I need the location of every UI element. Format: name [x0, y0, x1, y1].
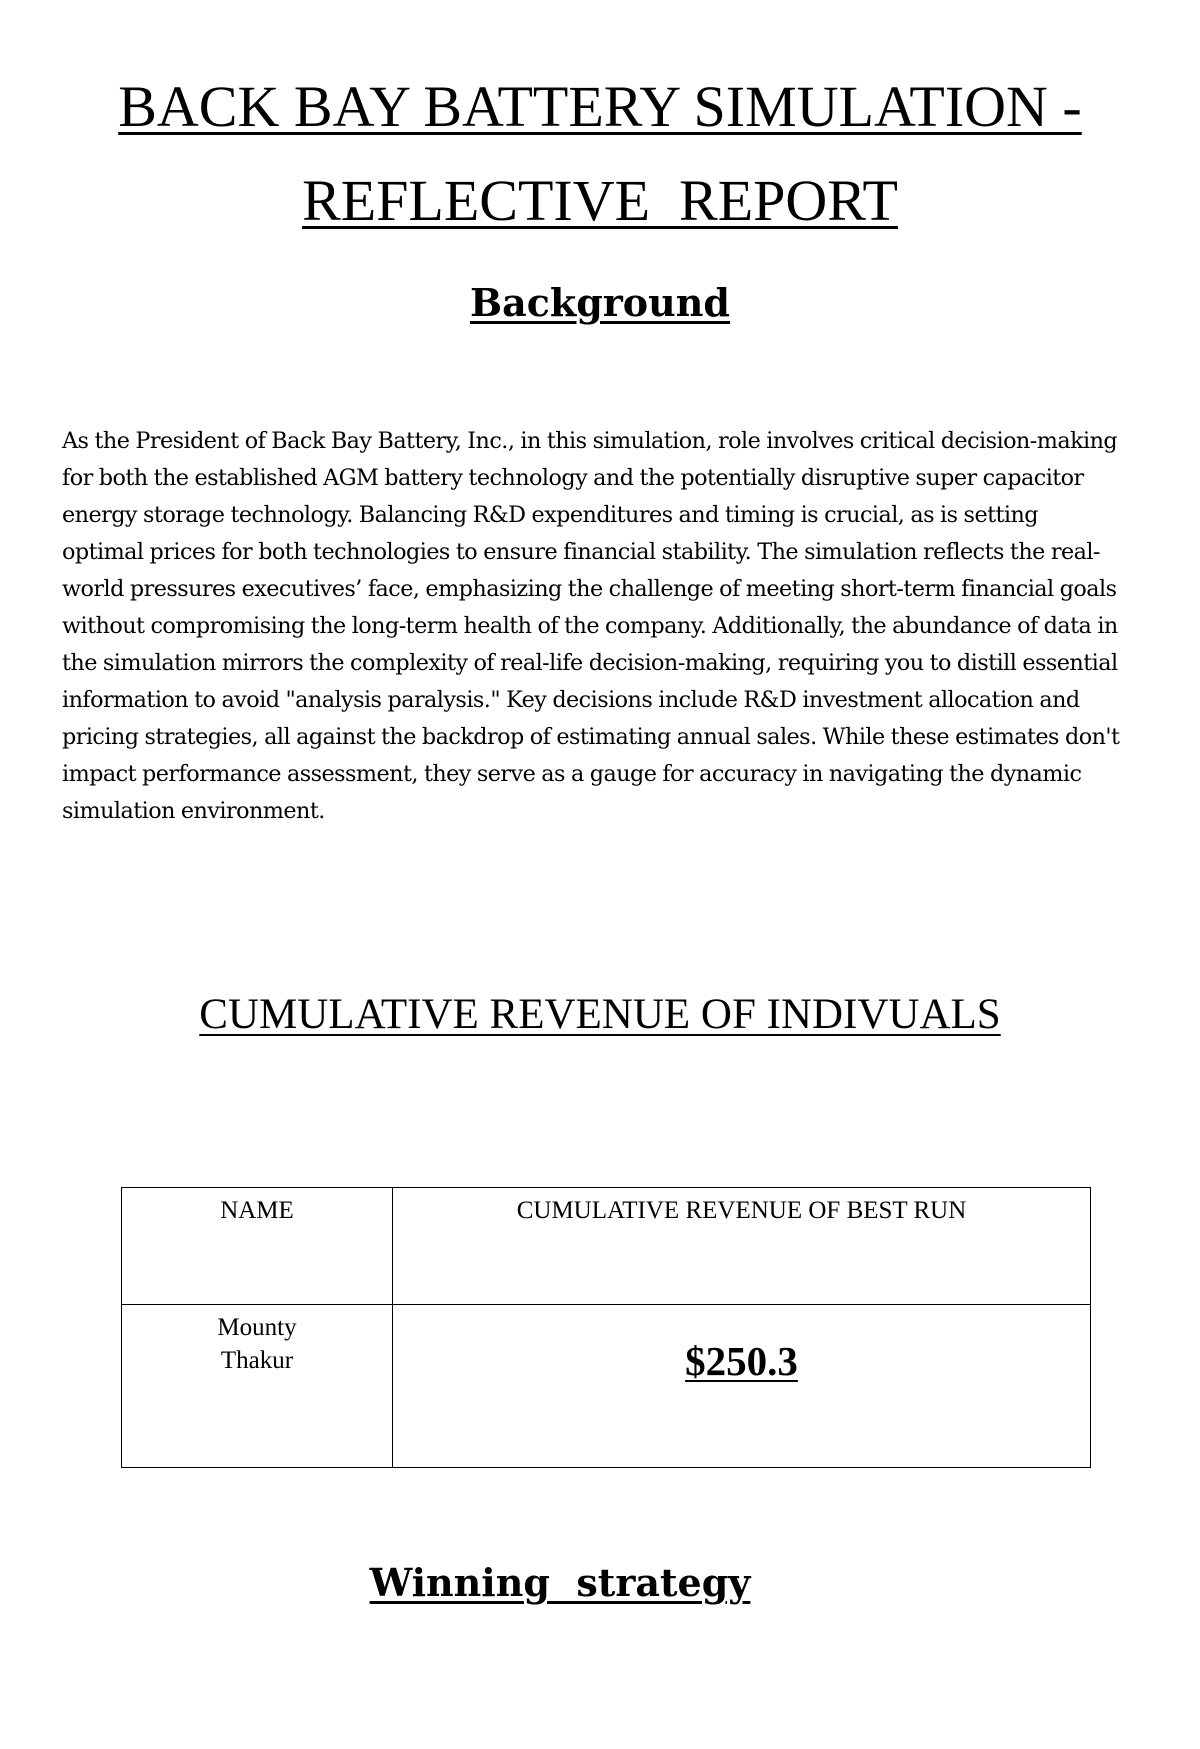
header-revenue-label: CUMULATIVE REVENUE OF BEST RUN — [516, 1197, 967, 1224]
report-title-line-2: REFLECTIVE REPORT — [302, 168, 898, 233]
winning-strategy-heading: Winning strategy — [369, 1560, 751, 1605]
table-header-cell-name — [122, 1188, 393, 1305]
table-cell-name — [122, 1305, 393, 1468]
report-title — [60, 60, 1140, 248]
person-name: Mounty Thakur — [217, 1314, 297, 1374]
table-header-cell-revenue — [393, 1188, 1091, 1305]
revenue-table — [121, 1187, 1091, 1468]
table-row — [122, 1305, 1091, 1468]
revenue-value: $250.3 — [685, 1338, 798, 1384]
table-header-row — [122, 1188, 1091, 1305]
cumulative-revenue-heading: CUMULATIVE REVENUE OF INDIVUALS — [199, 991, 1001, 1038]
report-title-line-1: BACK BAY BATTERY SIMULATION - — [118, 74, 1082, 139]
table-cell-revenue — [393, 1305, 1091, 1468]
header-name-label: NAME — [220, 1197, 294, 1224]
background-paragraph: As the President of Back Bay Battery, Inc., in this simulation, role involves critical decision-making for both the established AGM battery technology and the potentially disruptive super capacitor energy storage technology. Balancing R&D expenditures and timing is crucial, as is setting optimal prices for both technologies to ensure financial stability. The simulation reflects the real-world pressures executives’ face, emphasizing the challenge of meeting short-term financial goals without compromising the long-term health of the company. Additionally, the abundance of data in the simulation mirrors the complexity of real-life decision-making, requiring you to distill essential information to avoid "analysis paralysis." Key decisions include R&D investment allocation and pricing strategies, all against the backdrop of estimating annual sales. While these estimates don't impact performance assessment, they serve as a gauge for accuracy in navigating the dynamic simulation environment. — [62, 428, 1120, 824]
background-heading: Background — [470, 280, 730, 325]
